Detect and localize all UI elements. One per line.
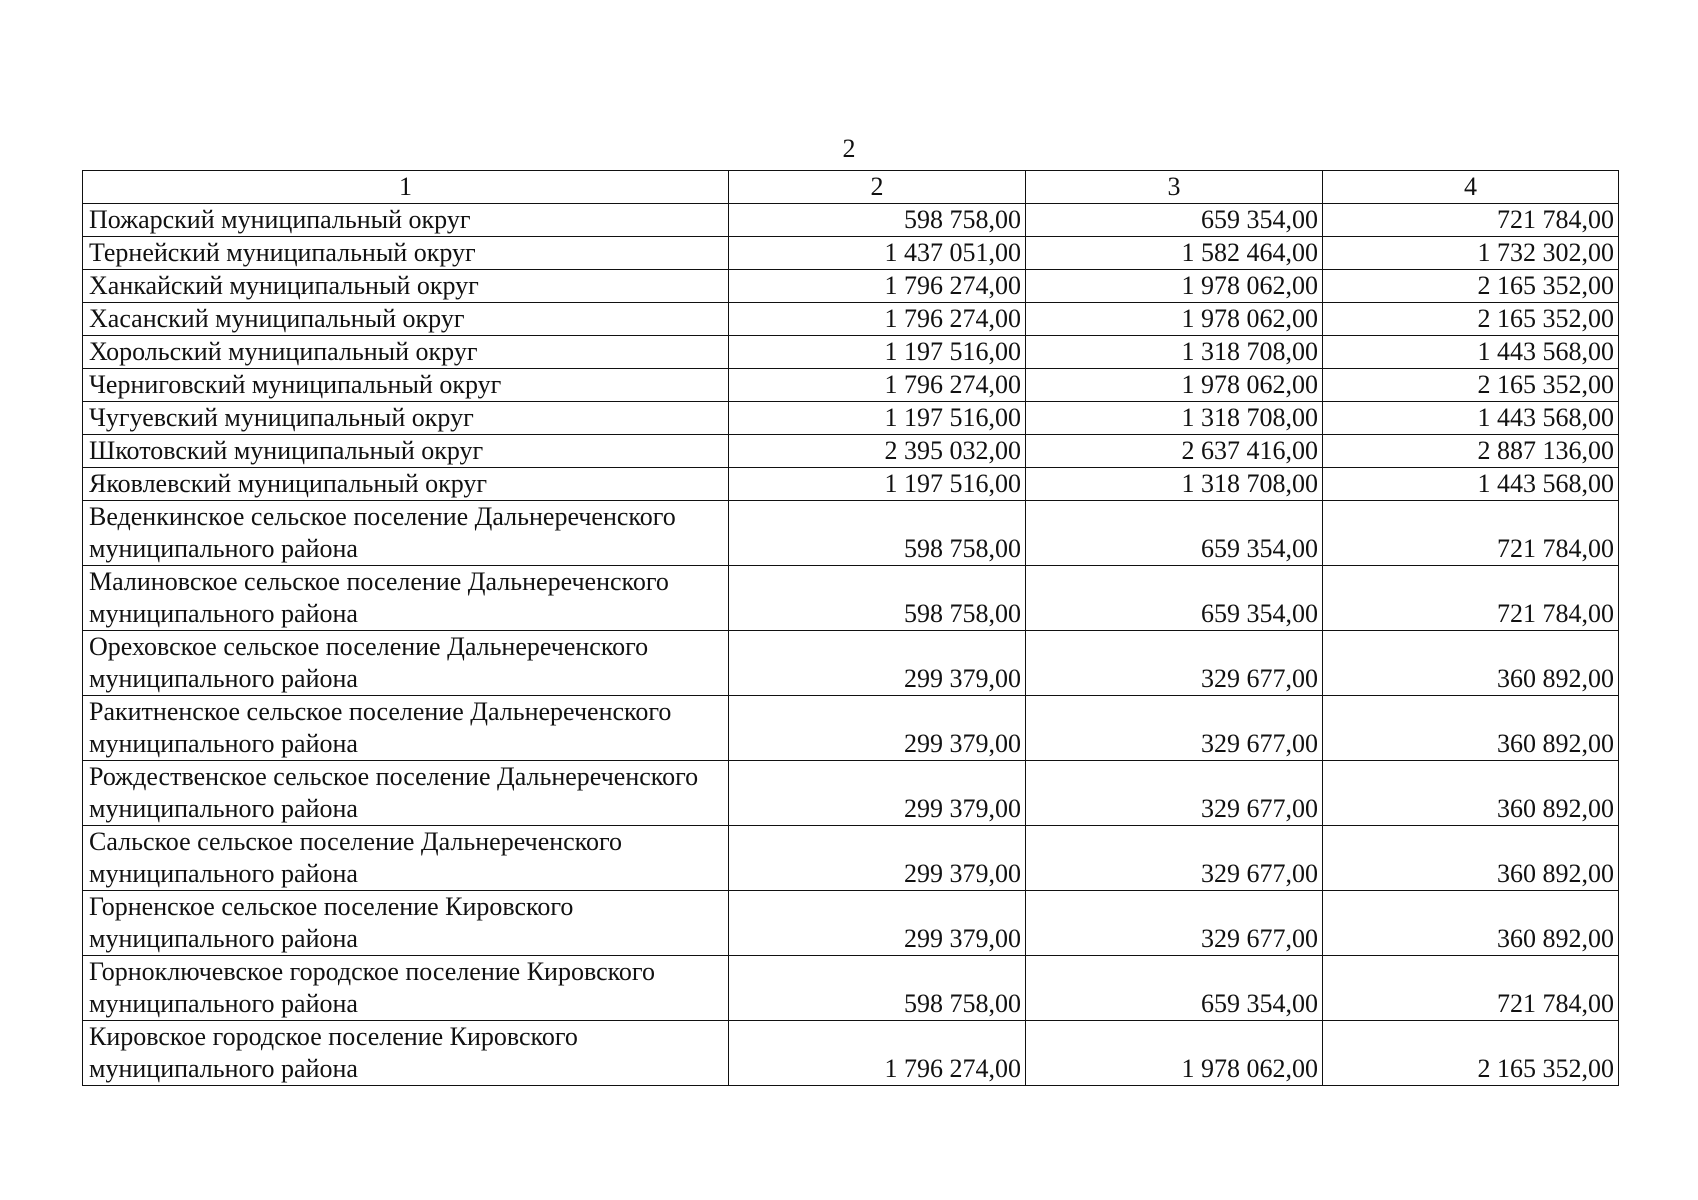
amount-col-2: 598 758,00 xyxy=(729,501,1026,566)
municipality-name: Тернейский муниципальный округ xyxy=(83,237,729,270)
amount-col-4: 360 892,00 xyxy=(1323,891,1619,956)
amount-col-4: 360 892,00 xyxy=(1323,696,1619,761)
amount-col-2: 299 379,00 xyxy=(729,826,1026,891)
table-row xyxy=(83,237,1619,270)
table-row xyxy=(83,204,1619,237)
amount-col-4: 721 784,00 xyxy=(1323,566,1619,631)
amount-col-4: 1 443 568,00 xyxy=(1323,468,1619,501)
amount-col-2: 299 379,00 xyxy=(729,631,1026,696)
amount-col-3: 1 318 708,00 xyxy=(1026,402,1323,435)
amount-col-3: 1 318 708,00 xyxy=(1026,468,1323,501)
amount-col-4: 2 165 352,00 xyxy=(1323,369,1619,402)
municipality-name: Кировское городское поселение Кировского муниципального района xyxy=(83,1021,729,1086)
amount-col-3: 1 978 062,00 xyxy=(1026,303,1323,336)
amount-col-4: 1 443 568,00 xyxy=(1323,402,1619,435)
municipality-name: Сальское сельское поселение Дальнереченского муниципального района xyxy=(83,826,729,891)
amount-col-3: 659 354,00 xyxy=(1026,204,1323,237)
amount-col-2: 1 437 051,00 xyxy=(729,237,1026,270)
table-row xyxy=(83,696,1619,761)
table-row xyxy=(83,402,1619,435)
amount-col-2: 598 758,00 xyxy=(729,204,1026,237)
amount-col-4: 360 892,00 xyxy=(1323,761,1619,826)
amount-col-3: 659 354,00 xyxy=(1026,566,1323,631)
table-row xyxy=(83,761,1619,826)
table-row xyxy=(83,303,1619,336)
municipality-name: Черниговский муниципальный округ xyxy=(83,369,729,402)
table-row xyxy=(83,270,1619,303)
amount-col-4: 1 443 568,00 xyxy=(1323,336,1619,369)
amount-col-2: 1 796 274,00 xyxy=(729,1021,1026,1086)
table-row xyxy=(83,501,1619,566)
municipality-name: Горноключевское городское поселение Кировского муниципального района xyxy=(83,956,729,1021)
amount-col-2: 1 197 516,00 xyxy=(729,402,1026,435)
municipality-name: Шкотовский муниципальный округ xyxy=(83,435,729,468)
amount-col-2: 2 395 032,00 xyxy=(729,435,1026,468)
table-row xyxy=(83,956,1619,1021)
table-row xyxy=(83,631,1619,696)
amount-col-3: 329 677,00 xyxy=(1026,696,1323,761)
amount-col-2: 299 379,00 xyxy=(729,696,1026,761)
municipality-name: Хорольский муниципальный округ xyxy=(83,336,729,369)
table-row xyxy=(83,826,1619,891)
amount-col-3: 1 582 464,00 xyxy=(1026,237,1323,270)
table-row xyxy=(83,468,1619,501)
amount-col-3: 329 677,00 xyxy=(1026,761,1323,826)
amount-col-3: 2 637 416,00 xyxy=(1026,435,1323,468)
table-row xyxy=(83,891,1619,956)
amount-col-2: 299 379,00 xyxy=(729,761,1026,826)
table-row xyxy=(83,566,1619,631)
amount-col-3: 659 354,00 xyxy=(1026,956,1323,1021)
amount-col-2: 1 796 274,00 xyxy=(729,369,1026,402)
amount-col-2: 1 197 516,00 xyxy=(729,468,1026,501)
column-header-4: 4 xyxy=(1323,171,1619,204)
amount-col-3: 329 677,00 xyxy=(1026,826,1323,891)
amount-col-2: 598 758,00 xyxy=(729,956,1026,1021)
column-header-2: 2 xyxy=(729,171,1026,204)
amount-col-2: 299 379,00 xyxy=(729,891,1026,956)
municipality-name: Чугуевский муниципальный округ xyxy=(83,402,729,435)
amount-col-2: 1 796 274,00 xyxy=(729,303,1026,336)
amount-col-2: 598 758,00 xyxy=(729,566,1026,631)
table-row xyxy=(83,1021,1619,1086)
amount-col-4: 360 892,00 xyxy=(1323,631,1619,696)
amount-col-4: 2 165 352,00 xyxy=(1323,1021,1619,1086)
amount-col-4: 1 732 302,00 xyxy=(1323,237,1619,270)
column-header-3: 3 xyxy=(1026,171,1323,204)
amount-col-3: 329 677,00 xyxy=(1026,891,1323,956)
amount-col-2: 1 796 274,00 xyxy=(729,270,1026,303)
amount-col-3: 1 978 062,00 xyxy=(1026,369,1323,402)
municipality-name: Яковлевский муниципальный округ xyxy=(83,468,729,501)
amount-col-4: 721 784,00 xyxy=(1323,956,1619,1021)
amount-col-3: 1 318 708,00 xyxy=(1026,336,1323,369)
amount-col-4: 721 784,00 xyxy=(1323,501,1619,566)
amount-col-3: 329 677,00 xyxy=(1026,631,1323,696)
municipality-name: Веденкинское сельское поселение Дальнереченского муниципального района xyxy=(83,501,729,566)
amount-col-2: 1 197 516,00 xyxy=(729,336,1026,369)
table-row xyxy=(83,435,1619,468)
municipality-name: Малиновское сельское поселение Дальнереченского муниципального района xyxy=(83,566,729,631)
amount-col-4: 2 165 352,00 xyxy=(1323,270,1619,303)
table-row xyxy=(83,336,1619,369)
municipality-name: Ореховское сельское поселение Дальнереченского муниципального района xyxy=(83,631,729,696)
table-header-row xyxy=(83,171,1619,204)
amount-col-3: 659 354,00 xyxy=(1026,501,1323,566)
allocation-table xyxy=(82,170,1619,1086)
amount-col-4: 721 784,00 xyxy=(1323,204,1619,237)
municipality-name: Рождественское сельское поселение Дальнереченского муниципального района xyxy=(83,761,729,826)
page-number: 2 xyxy=(842,134,856,163)
amount-col-3: 1 978 062,00 xyxy=(1026,270,1323,303)
municipality-name: Пожарский муниципальный округ xyxy=(83,204,729,237)
amount-col-4: 2 887 136,00 xyxy=(1323,435,1619,468)
municipality-name: Ракитненское сельское поселение Дальнереченского муниципального района xyxy=(83,696,729,761)
column-header-1: 1 xyxy=(83,171,729,204)
amount-col-4: 2 165 352,00 xyxy=(1323,303,1619,336)
municipality-name: Горненское сельское поселение Кировского муниципального района xyxy=(83,891,729,956)
table-row xyxy=(83,369,1619,402)
municipality-name: Ханкайский муниципальный округ xyxy=(83,270,729,303)
amount-col-4: 360 892,00 xyxy=(1323,826,1619,891)
municipality-name: Хасанский муниципальный округ xyxy=(83,303,729,336)
amount-col-3: 1 978 062,00 xyxy=(1026,1021,1323,1086)
